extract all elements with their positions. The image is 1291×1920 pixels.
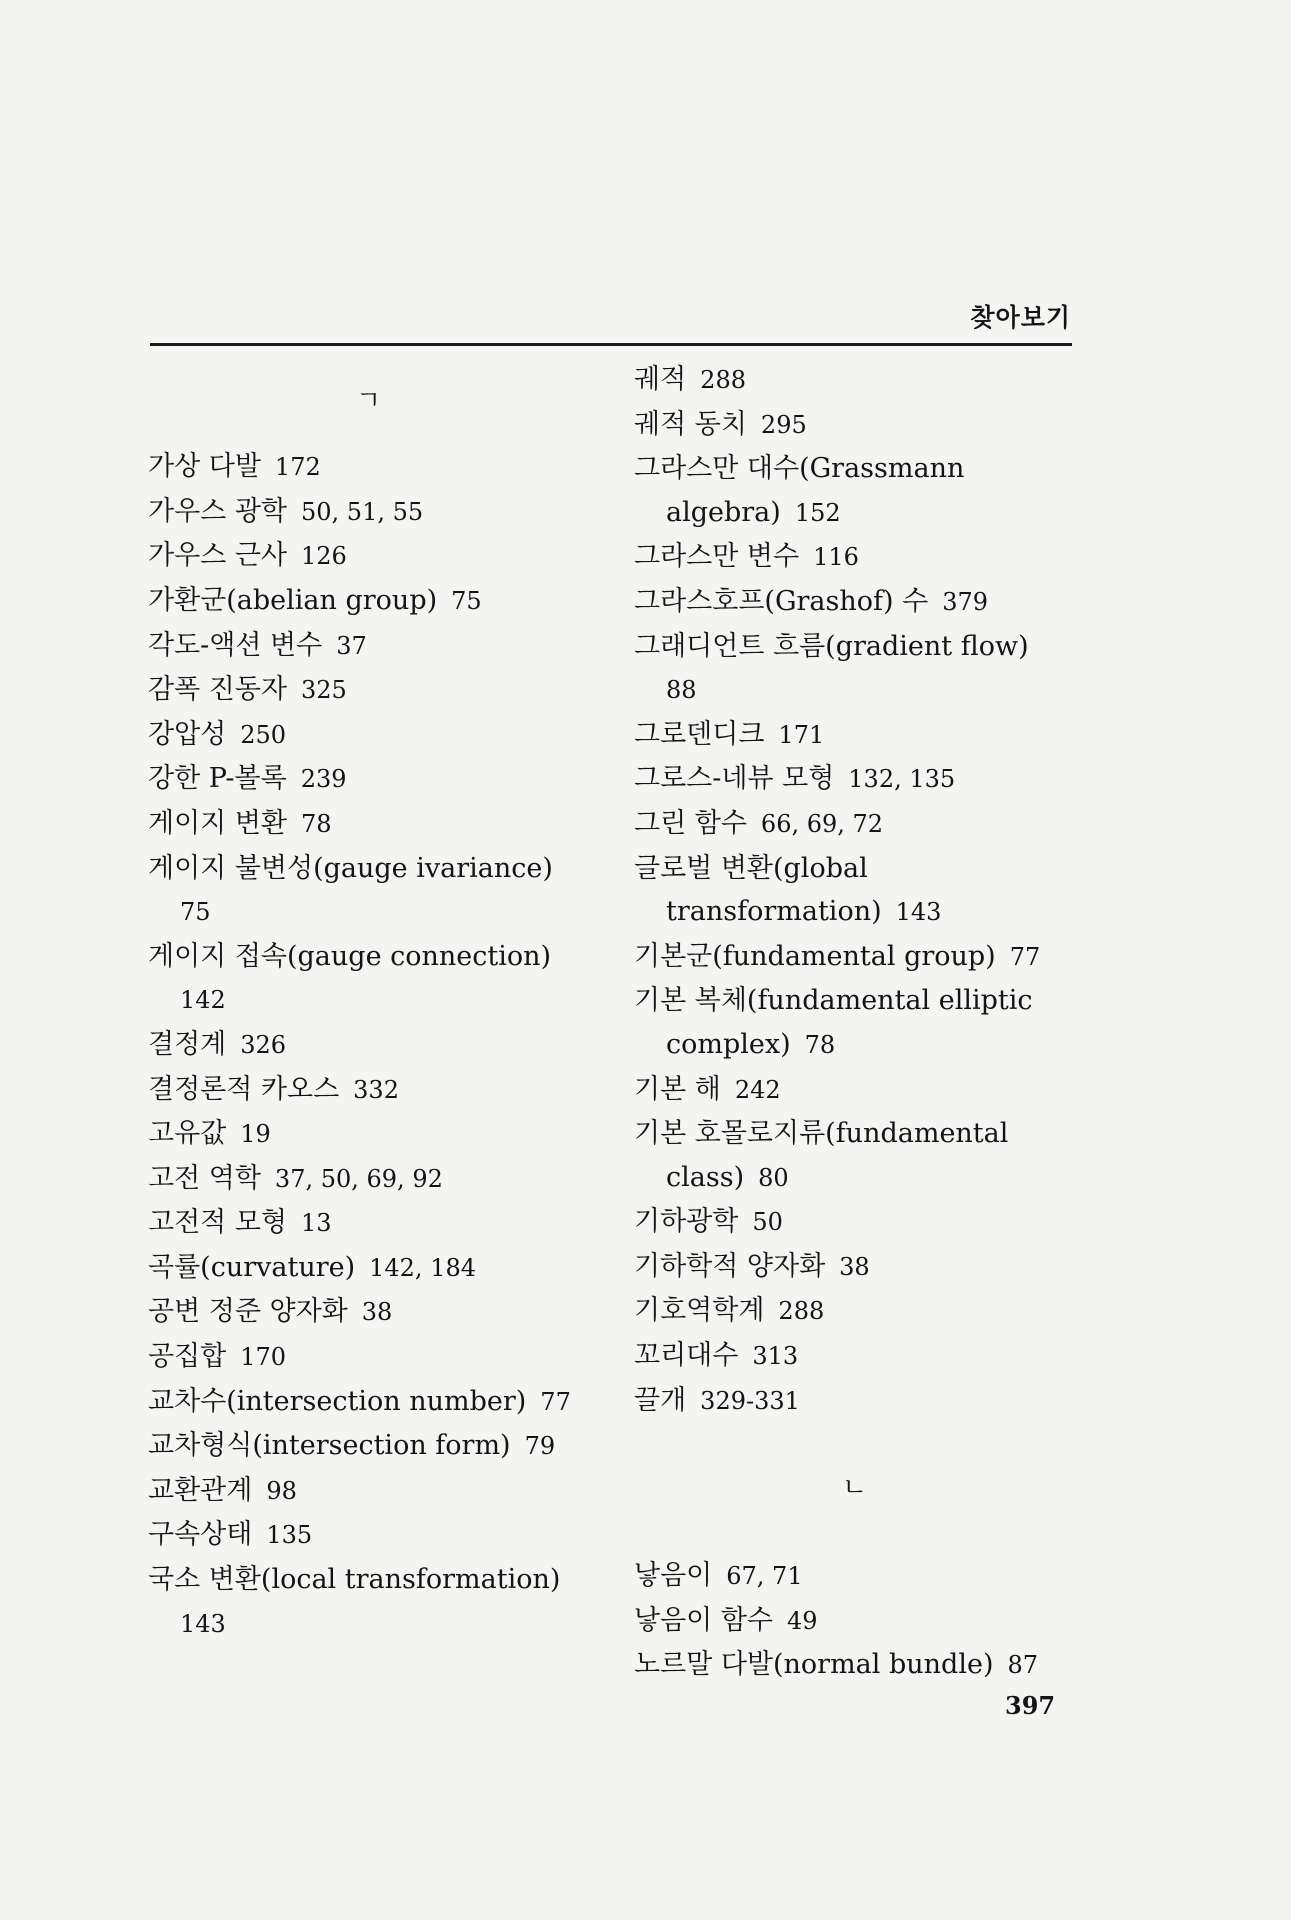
section-gap xyxy=(634,1423,1074,1467)
index-pages: 142 xyxy=(180,986,226,1015)
index-pages: 242 xyxy=(734,1075,781,1104)
index-term: 가환군(abelian group) xyxy=(148,584,438,616)
index-term: 그로덴디크 xyxy=(634,718,765,750)
index-term: 강한 P-볼록 xyxy=(148,763,287,795)
index-term: 그라스호프(Grashof) 수 xyxy=(634,585,929,617)
index-pages: 13 xyxy=(301,1209,332,1238)
index-pages: 143 xyxy=(895,898,942,927)
index-entry xyxy=(148,668,593,713)
index-entry xyxy=(634,1643,1074,1688)
index-entry xyxy=(148,1112,593,1157)
header-rule xyxy=(150,343,1072,346)
index-entry xyxy=(634,447,1074,535)
index-pages: 313 xyxy=(752,1342,799,1371)
index-term: 그라스만 변수 xyxy=(634,541,800,573)
index-term: 기하학적 양자화 xyxy=(634,1250,826,1282)
index-entry xyxy=(634,580,1074,625)
index-term: 구속상태 xyxy=(148,1519,253,1551)
index-entry xyxy=(148,1201,593,1246)
index-term: 노르말 다발(normal bundle) xyxy=(634,1649,994,1681)
index-entry xyxy=(634,1200,1074,1245)
index-pages: 78 xyxy=(804,1030,836,1059)
index-entry xyxy=(634,1245,1074,1290)
index-term: 결정론적 카오스 xyxy=(148,1073,340,1105)
index-entry xyxy=(148,847,593,935)
index-entry xyxy=(634,535,1074,580)
index-entry xyxy=(148,802,593,847)
index-entry xyxy=(634,847,1074,935)
index-term: 낳음이 함수 xyxy=(634,1604,773,1636)
index-term: 강압성 xyxy=(148,718,227,750)
index-entry xyxy=(634,403,1074,448)
index-pages: 67, 71 xyxy=(726,1562,803,1591)
index-term: 게이지 접속(gauge connection) xyxy=(148,940,552,972)
index-entry xyxy=(634,1068,1074,1113)
index-term: 기본군(fundamental group) xyxy=(634,940,996,972)
index-entry xyxy=(148,1424,593,1469)
index-pages: 38 xyxy=(361,1298,393,1327)
index-pages: 332 xyxy=(353,1075,399,1104)
index-term: 고전 역학 xyxy=(148,1162,261,1194)
index-term: 고유값 xyxy=(148,1118,227,1150)
index-pages: 132, 135 xyxy=(848,765,956,794)
index-term: 기본 복체(fundamental elliptic complex) xyxy=(634,985,1033,1060)
index-pages: 66, 69, 72 xyxy=(760,809,884,838)
index-pages: 116 xyxy=(813,543,859,572)
index-term: 곡률(curvature) xyxy=(148,1251,356,1283)
index-pages: 78 xyxy=(301,809,332,838)
index-pages: 49 xyxy=(787,1606,818,1635)
index-pages: 19 xyxy=(240,1120,271,1149)
index-term: 게이지 변환 xyxy=(148,807,287,839)
index-term: 기본 해 xyxy=(634,1073,721,1105)
index-entry xyxy=(634,979,1074,1067)
index-term: 국소 변환(local transformation) xyxy=(148,1564,561,1596)
index-entry xyxy=(148,713,593,758)
index-term: 가우스 광학 xyxy=(148,495,287,527)
index-pages: 80 xyxy=(758,1163,789,1192)
index-pages: 37 xyxy=(336,631,367,660)
index-term: 결정계 xyxy=(148,1028,227,1060)
index-pages: 142, 184 xyxy=(369,1253,476,1282)
index-pages: 288 xyxy=(778,1297,825,1326)
index-term: 그로스-네뷰 모형 xyxy=(634,763,835,795)
index-pages: 87 xyxy=(1007,1651,1039,1680)
index-term: 각도-액션 변수 xyxy=(148,629,323,661)
index-entry xyxy=(148,624,593,669)
index-entry xyxy=(634,802,1074,847)
index-term: 그라스만 대수(Grassmann algebra) xyxy=(634,453,965,528)
index-term: 기하광학 xyxy=(634,1206,739,1238)
index-term: 궤적 xyxy=(634,364,687,395)
index-pages: 77 xyxy=(540,1387,571,1416)
index-term: 게이지 불변성(gauge ivariance) xyxy=(148,852,553,884)
index-term: 고전적 모형 xyxy=(148,1207,287,1239)
index-pages: 77 xyxy=(1009,942,1041,971)
index-entry xyxy=(148,1290,593,1335)
index-entry xyxy=(148,490,593,535)
index-entry xyxy=(148,579,593,624)
index-entry xyxy=(634,1554,1074,1599)
index-entry xyxy=(634,1112,1074,1200)
index-term: 낳음이 xyxy=(634,1560,713,1592)
index-term: 감폭 진동자 xyxy=(148,674,287,706)
running-head: 찾아보기 xyxy=(970,303,1071,332)
section-letter: ㄱ xyxy=(356,386,382,416)
index-entry xyxy=(148,1068,593,1113)
index-entry xyxy=(148,757,593,802)
index-column-left xyxy=(148,358,593,1646)
index-pages: 143 xyxy=(180,1609,226,1638)
index-term: 그린 함수 xyxy=(634,807,747,839)
index-term: 가상 다발 xyxy=(148,451,261,483)
index-pages: 295 xyxy=(760,410,807,439)
index-term: 가우스 근사 xyxy=(148,540,287,572)
page-number: 397 xyxy=(1005,1691,1056,1720)
index-entry xyxy=(148,1469,593,1514)
index-entry xyxy=(634,757,1074,802)
index-term: 공집합 xyxy=(148,1341,227,1373)
section-gap xyxy=(634,1510,1074,1554)
index-term: 꼬리대수 xyxy=(634,1340,739,1372)
index-pages: 329-331 xyxy=(700,1386,800,1415)
index-pages: 379 xyxy=(942,587,989,616)
index-entry xyxy=(634,1334,1074,1379)
index-pages: 172 xyxy=(274,453,321,482)
index-pages: 239 xyxy=(300,765,347,794)
index-entry xyxy=(148,935,593,1023)
index-pages: 326 xyxy=(240,1030,287,1059)
index-pages: 325 xyxy=(301,676,347,705)
index-entry xyxy=(148,445,593,490)
index-entry xyxy=(148,1246,593,1291)
index-pages: 171 xyxy=(778,720,825,749)
index-entry xyxy=(634,625,1074,713)
index-pages: 152 xyxy=(794,498,841,527)
index-term: 교환관계 xyxy=(148,1474,253,1506)
index-term: 글로벌 변환(global transformation) xyxy=(634,852,882,928)
index-pages: 88 xyxy=(666,676,697,705)
index-entry xyxy=(634,1599,1074,1644)
index-pages: 98 xyxy=(266,1476,297,1505)
index-pages: 79 xyxy=(524,1432,556,1461)
index-pages: 170 xyxy=(240,1343,287,1372)
index-pages: 250 xyxy=(240,720,287,749)
index-entry xyxy=(634,935,1074,980)
index-entry xyxy=(634,1289,1074,1334)
index-entry xyxy=(634,1379,1074,1424)
index-entry xyxy=(148,1023,593,1068)
index-pages: 75 xyxy=(451,586,482,615)
index-entry xyxy=(148,1157,593,1202)
index-term: 기호역학계 xyxy=(634,1295,765,1327)
index-pages: 50 xyxy=(752,1208,783,1237)
index-term: 그래디언트 흐름(gradient flow) xyxy=(634,630,1029,662)
index-pages: 50, 51, 55 xyxy=(301,497,424,526)
index-pages: 288 xyxy=(700,366,746,394)
index-column-right xyxy=(634,358,1074,1688)
index-entry xyxy=(148,1380,593,1425)
index-entry xyxy=(148,1335,593,1380)
index-term: 기본 호몰로지류(fundamental class) xyxy=(634,1118,1009,1193)
index-pages: 38 xyxy=(839,1252,870,1281)
section-letter: ㄴ xyxy=(842,1472,868,1503)
index-term: 공변 정준 양자화 xyxy=(148,1296,348,1328)
index-entry xyxy=(148,1513,593,1558)
index-entry xyxy=(634,713,1074,758)
index-term: 교차형식(intersection form) xyxy=(148,1430,511,1462)
index-pages: 37, 50, 69, 92 xyxy=(274,1164,443,1193)
index-entry xyxy=(148,1558,593,1646)
index-term: 끌개 xyxy=(634,1384,687,1416)
index-pages: 135 xyxy=(266,1521,313,1550)
index-pages: 126 xyxy=(301,542,347,571)
index-entry xyxy=(634,358,1074,403)
index-entry xyxy=(148,534,593,579)
index-term: 궤적 동치 xyxy=(634,408,747,440)
index-term: 교차수(intersection number) xyxy=(148,1385,527,1417)
index-pages: 75 xyxy=(180,898,211,927)
